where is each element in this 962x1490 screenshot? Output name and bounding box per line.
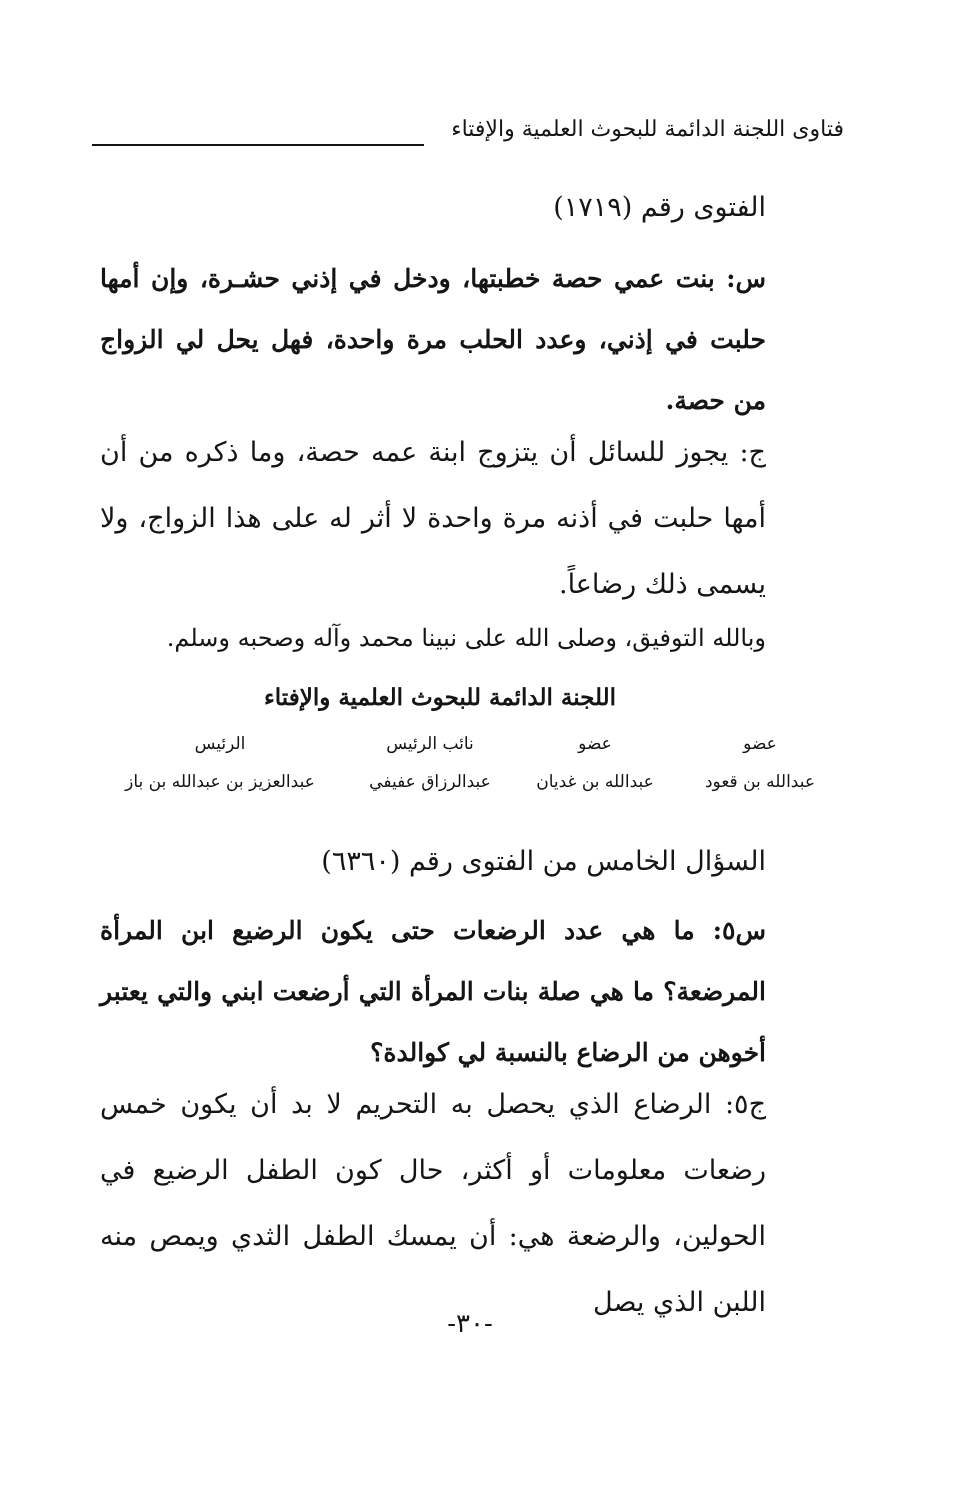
- header-rule: [92, 144, 424, 146]
- fatwa-6360-answer: ج٥: الرضاع الذي يحصل به التحريم لا بد أن يكون خمس رضعات معلومات أو أكثر، حال كون الطفل الرضيع في الحولين، والرضعة هي: أن يمسك الطفل الثدي ويمص منه اللبن الذي يصل: [100, 1089, 766, 1318]
- fatwa-1719-question: س: بنت عمي حصة خطبتها، ودخل في إذني حشـرة، وإن أمها حلبت في إذني، وعدد الحلب مرة واحدة، فهل يحل لي الزواج من حصة.: [100, 264, 766, 415]
- page-number: -٣٠-: [447, 1309, 493, 1339]
- signature-member-2: [520, 732, 670, 794]
- signature-name: عبدالعزيز بن عبدالله بن باز: [125, 772, 315, 792]
- fatwa-1719-heading: الفتوى رقم (١٧١٩): [553, 192, 766, 223]
- committee-title: اللجنة الدائمة للبحوث العلمية والإفتاء: [263, 684, 617, 711]
- fatwa-6360-question: س٥: ما هي عدد الرضعات حتى يكون الرضيع ابن المرأة المرضعة؟ ما هي صلة بنات المرأة التي أرضعت ابني والتي يعتبر أخوهن من الرضاع بالنسبة لي كوالدة؟: [100, 916, 766, 1067]
- signature-role: عضو: [578, 734, 612, 754]
- signature-role: نائب الرئيس: [386, 734, 474, 754]
- signature-role: الرئيس: [194, 734, 246, 754]
- fatwa-6360-heading: السؤال الخامس من الفتوى رقم (٦٣٦٠): [321, 846, 766, 877]
- signature-block: [100, 732, 830, 812]
- fatwa-1719-answer: ج: يجوز للسائل أن يتزوج ابنة عمه حصة، وما ذكره من أن أمها حلبت في أذنه مرة واحدة لا أثر له على هذا الزواج، ولا يسمى ذلك رضاعاً.: [100, 437, 766, 600]
- signature-member-1: [690, 732, 830, 794]
- signature-member-3: [355, 732, 505, 794]
- signature-name: عبدالله بن غديان: [536, 772, 654, 792]
- closing-prayer: وبالله التوفيق، وصلى الله على نبينا محمد وآله وصحبه وسلم.: [166, 624, 766, 652]
- signature-role: عضو: [743, 734, 777, 754]
- signature-member-4: [100, 732, 340, 794]
- running-title: فتاوى اللجنة الدائمة للبحوث العلمية والإفتاء: [451, 117, 844, 142]
- signature-name: عبدالرزاق عفيفي: [369, 772, 491, 792]
- running-header: [92, 112, 844, 152]
- signature-name: عبدالله بن قعود: [704, 772, 815, 792]
